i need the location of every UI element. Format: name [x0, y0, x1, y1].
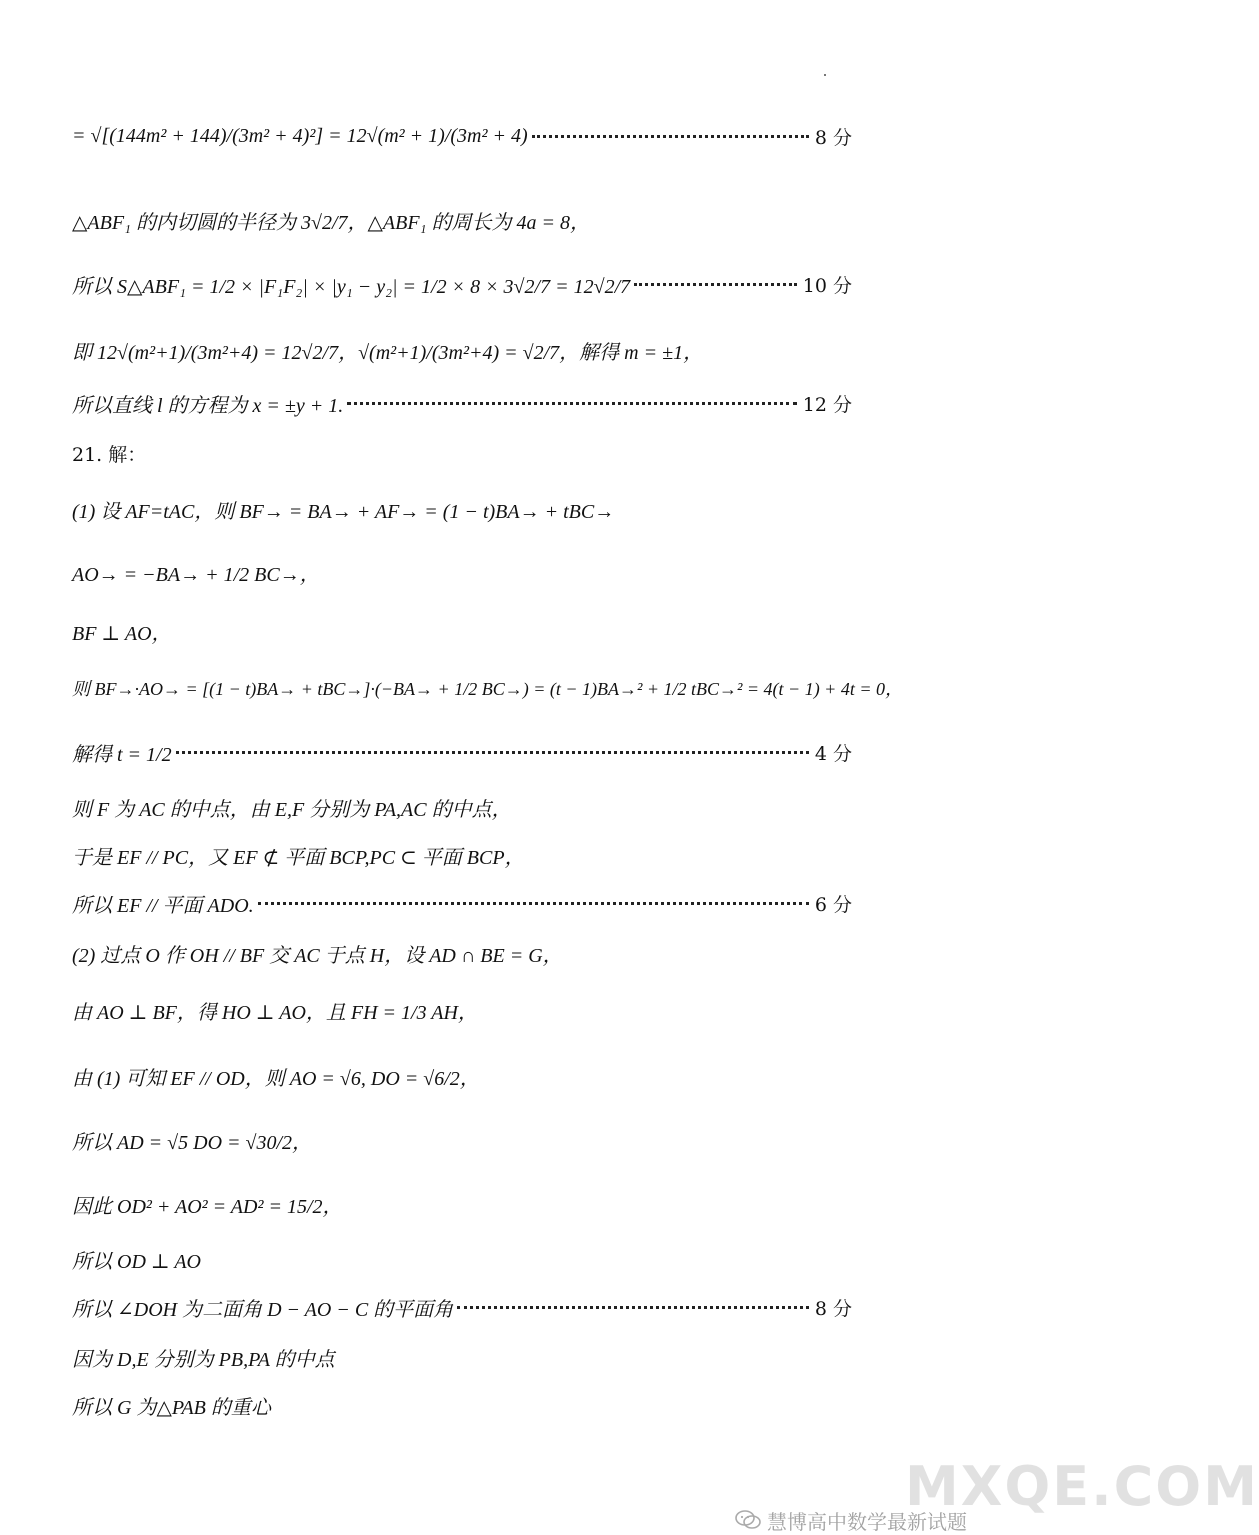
site-watermark: MXQE.COM [905, 1455, 1259, 1518]
equation-text: 所以直线 l 的方程为 x = ±y + 1. [72, 394, 344, 417]
equation-line-3 [72, 328, 852, 372]
equation-line-19 [72, 1244, 852, 1274]
equation-text: (1) 设 AF=tAC，则 BF→ = BA→ + AF→ = (1 − t)BA→ + tBC→ [72, 500, 615, 523]
equation-line-21 [72, 1342, 852, 1372]
problem-number: 21. 解： [72, 443, 147, 466]
equation-line-10 [72, 732, 852, 772]
equation-line-8 [72, 616, 852, 646]
equation-text: 因此 OD² + AO² = AD² = 15/2， [72, 1195, 343, 1218]
speck [824, 74, 826, 76]
equation-text: 即 12√(m²+1)/(3m²+4) = 12√2/7，√(m²+1)/(3m²+4) = √2/7，解得 m = ±1， [72, 341, 704, 364]
score-label: 6 分 [814, 893, 852, 916]
account-name: 慧博高中数学最新试题 [767, 1509, 967, 1534]
equation-line-9 [72, 666, 903, 710]
wechat-icon [735, 1510, 761, 1530]
equation-text: 于是 EF // PC，又 EF ⊄ 平面 BCP,PC ⊂ 平面 BCP， [72, 846, 525, 869]
equation-text: 所以 AD = √5 DO = √30/2， [72, 1131, 313, 1154]
equation-text: AO→ = −BA→ + 1/2 BC→， [72, 563, 320, 586]
equation-line-16 [72, 1056, 852, 1096]
equation-line-15 [72, 990, 852, 1030]
dot-leader [258, 902, 809, 905]
equation-line-12 [72, 840, 852, 870]
equation-text: 解得 t = 1/2 [72, 743, 172, 766]
dot-leader [457, 1306, 809, 1309]
equation-line-0 [72, 108, 852, 164]
dot-leader [532, 135, 809, 138]
score-label: 8 分 [814, 126, 852, 149]
equation-text: = √[(144m² + 144)/(3m² + 4)²] = 12√(m² + 1)/(3m² + 4) [72, 124, 528, 147]
equation-line-22 [72, 1390, 852, 1420]
equation-text: 所以 OD ⊥ AO [72, 1250, 201, 1273]
equation-line-11 [72, 792, 852, 822]
equation-line-7 [72, 552, 852, 592]
equation-line-17 [72, 1120, 852, 1160]
equation-line-20 [72, 1292, 852, 1322]
equation-line-2 [72, 262, 852, 306]
equation-text: BF ⊥ AO， [72, 622, 172, 645]
score-label: 8 分 [814, 1297, 852, 1320]
account-watermark [735, 1505, 1065, 1535]
equation-line-4 [72, 388, 852, 418]
equation-line-6 [72, 494, 852, 524]
equation-text: △ABF₁ 的内切圆的半径为 3√2/7，△ABF₁ 的周长为 4a = 8， [72, 211, 590, 234]
equation-text: (2) 过点 O 作 OH // BF 交 AC 于点 H，设 AD ∩ BE = G， [72, 944, 563, 967]
equation-text: 则 BF→·AO→ = [(1 − t)BA→ + tBC→]·(−BA→ + 1/2 BC→) = (t − 1)BA→² + 1/2 tBC→² = 4(t − 1) + 4t = 0， [72, 679, 903, 699]
equation-line-1 [72, 198, 852, 242]
equation-line-13 [72, 888, 852, 918]
equation-text: 所以 ∠DOH 为二面角 D − AO − C 的平面角 [72, 1298, 454, 1321]
equation-text: 所以 G 为△PAB 的重心 [72, 1396, 271, 1419]
dot-leader [347, 402, 797, 405]
equation-line-18 [72, 1184, 852, 1224]
equation-line-14 [72, 938, 852, 968]
dot-leader [634, 283, 797, 286]
score-label: 12 分 [802, 393, 852, 416]
problem-heading [72, 438, 852, 468]
equation-text: 由 (1) 可知 EF // OD，则 AO = √6, DO = √6/2， [72, 1067, 480, 1090]
equation-text: 所以 S△ABF₁ = 1/2 × |F₁F₂| × |y₁ − y₂| = 1/2 × 8 × 3√2/7 = 12√2/7 [72, 275, 631, 298]
equation-text: 所以 EF // 平面 ADO. [72, 894, 254, 917]
equation-text: 因为 D,E 分别为 PB,PA 的中点 [72, 1348, 335, 1371]
score-label: 4 分 [814, 742, 852, 765]
dot-leader [176, 751, 809, 754]
score-label: 10 分 [802, 274, 852, 297]
equation-text: 则 F 为 AC 的中点，由 E,F 分别为 PA,AC 的中点， [72, 798, 512, 821]
equation-text: 由 AO ⊥ BF，得 HO ⊥ AO，且 FH = 1/3 AH， [72, 1001, 478, 1024]
